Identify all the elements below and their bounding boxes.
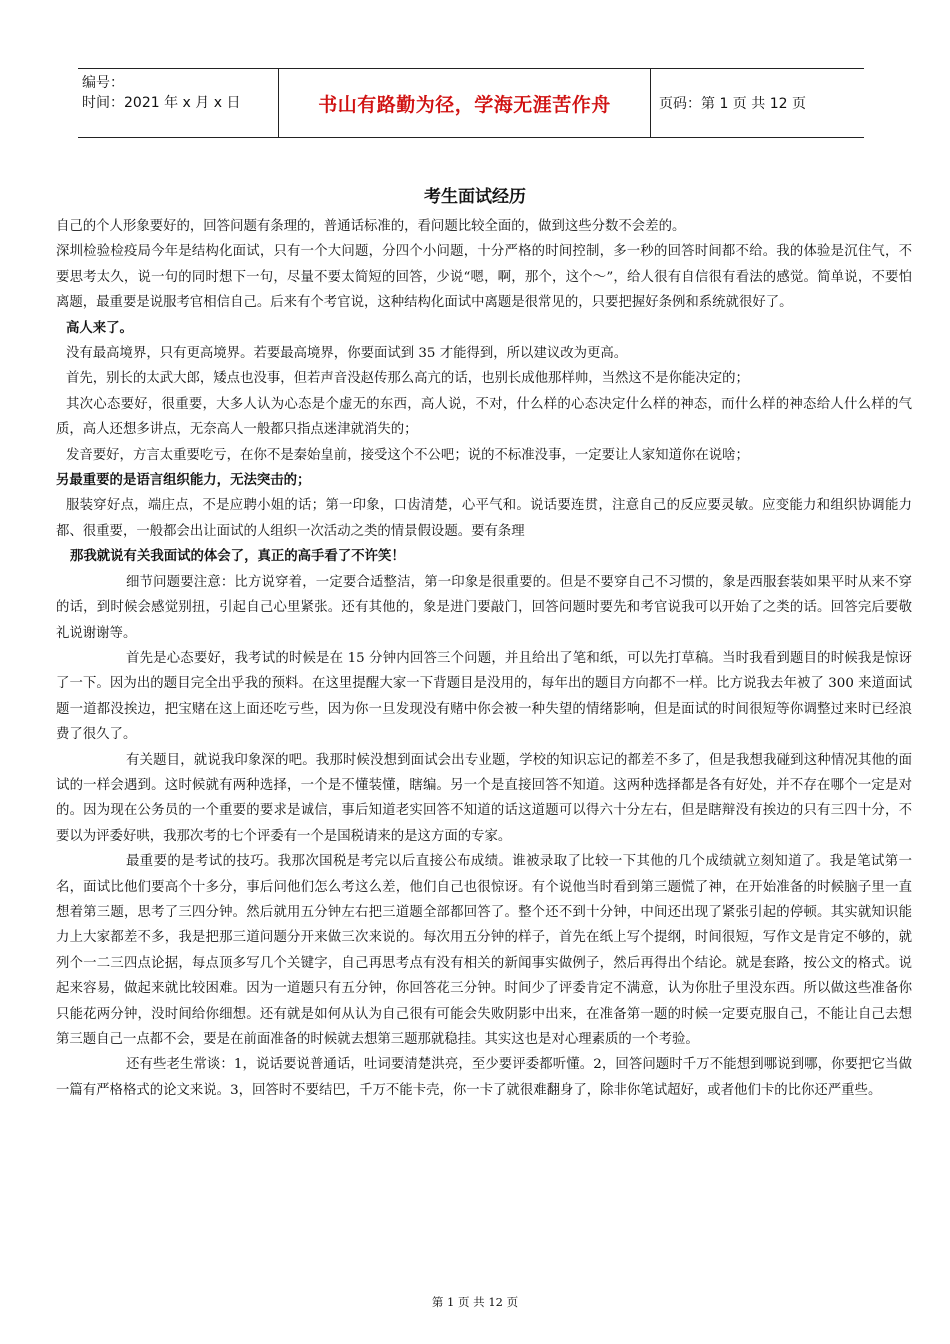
header-meta — [78, 69, 278, 137]
paragraph-questions: 有关题目，就说我印象深的吧。我那时候没想到面试会出专业题，学校的知识忘记的都差不多了，但是我想我碰到这种情况其他的面试的一样会遇到。这时候就有两种选择，一个是不懂装懂，瞎编。另一个是直接回答不知道。这两种选择都是各有好处，并不存在哪个一定是对的。因为现在公务员的一个重要的要求是诚信，事后知道老实回答不知道的话这道题可以得六十分左右，但是瞎辩没有挨边的只有三四十分，不要以为评委好哄，我那次考的七个评委有一个是国税请来的是这方面的专家。 — [56, 752, 912, 844]
paragraph-higher-level: 没有最高境界，只有更高境界。若要最高境界，你要面试到 35 才能得到，所以建议改为更高。 — [66, 346, 628, 362]
document-date-label: 时间：2021 年 x 月 x 日 — [82, 95, 241, 111]
page-footer: 第 1 页 共 12 页 — [431, 1295, 519, 1309]
paragraph-structured-interview: 深圳检验检疫局今年是结构化面试，只有一个大问题，分四个小问题，十分严格的时间控制，多一秒的回答时间都不给。我的体验是沉住气，不要思考太久，说一句的同时想下一句，尽量不要太简短的回答，少说“嗯，啊，那个，这个～”，给人很有自信很有看法的感觉。简单说，不要怕离题，最重要是说服考官相信自己。后来有个考官说，这种结构化面试中离题是很常见的，只要把握好条例和系统就很好了。 — [56, 244, 912, 311]
paragraph-mindset: 其次心态要好，很重要，大多人认为心态是个虚无的东西，高人说，不对，什么样的心态决定什么样的神态，而什么样的神态给人什么样的气质，高人还想多讲点，无奈高人一般都只指点迷津就消失的； — [56, 396, 912, 438]
paragraph-attire: 服装穿好点，端庄点，不是应聘小姐的话；第一印象，口齿清楚，心平气和。说话要连贯，注意自己的反应要灵敏。应变能力和组织协调能力都、很重要，一般都会出让面试的人组织一次活动之类的情景假设题。要有条理 — [56, 498, 912, 539]
paragraph-expert-heading: 高人来了。 — [66, 320, 133, 336]
paragraph-attitude: 首先是心态要好，我考试的时候是在 15 分钟内回答三个问题，并且给出了笔和纸，可以先打草稿。当时我看到题目的时候我是惊讶了一下。因为出的题目完全出乎我的预料。在这里提醒大家一下背题目是没用的，每年出的题目方向都不一样。比方说我去年被了 300 来道面试题一道都没挨边，把宝赌在这上面还吃亏些，因为你一旦发现没有赌中你会被一种失望的情绪影响，但是面试的时间很短等你调整过来时已经浪费了很久了。 — [56, 650, 912, 743]
page-header — [78, 68, 864, 138]
paragraph-common-advice: 还有些老生常谈：1，说话要说普通话，吐词要清楚洪亮，至少要评委都听懂。2，回答问题时千万不能想到哪说到哪，你要把它当做一篇有严格格式的论文来说。3，回答时不要结巴，千万不能卡壳，你一卡了就很难翻身了，除非你笔试超好，或者他们卡的比你还严重些。 — [56, 1057, 912, 1098]
document-body — [56, 214, 912, 1103]
document-number-label: 编号： — [82, 75, 124, 91]
paragraph-details: 细节问题要注意：比方说穿着，一定要合适整洁，第一印象是很重要的。但是不要穿自己不习惯的，象是西服套装如果平时从来不穿的话，到时候会感觉别扭，引起自己心里紧张。还有其他的，象是进门要敲门，回答问题时要先和考官说我可以开始了之类的话。回答完后要敬礼说谢谢等。 — [56, 574, 912, 641]
header-motto: 书山有路勤为径，学海无涯苦作舟 — [278, 69, 651, 137]
paragraph-pronunciation: 发音要好，方言太重要吃亏，在你不是秦始皇前，接受这个不公吧；说的不标准没事，一定要让人家知道你在说啥； — [66, 447, 749, 463]
paragraph-experience-heading: 那我就说有关我面试的体会了，真正的高手看了不许笑！ — [70, 549, 405, 565]
paragraph-appearance: 首先，别长的太武大郎，矮点也没事，但若声音没赵传那么高亢的话，也别长成他那样帅，当然这不是你能决定的； — [66, 371, 749, 387]
paragraph-technique: 最重要的是考试的技巧。我那次国税是考完以后直接公布成绩。谁被录取了比较一下其他的几个成绩就立刻知道了。我是笔试第一名，面试比他们要高个十多分，事后问他们怎么考这么差，他们自己也很惊讶。有个说他当时看到第三题慌了神，在开始准备的时候脑子里一直想着第三题，思考了三四分钟。然后就用五分钟左右把三道题全部都回答了。整个还不到十分钟，中间还出现了紧张引起的停顿。其实就知识能力上大家都差不多，我是把那三道问题分开来做三次来说的。每次用五分钟的样子，首先在纸上写个提纲，时间很短，写作文是肯定不够的，就列个一二三四点论据，每点顶多写几个关键字，自己再思考点有没有相关的新闻事实做例子，然后再得出个结论。就是套路，按公文的格式。说起来容易，做起来就比较困难。因为一道题只有五分钟，你回答花三分钟。时间少了评委肯定不满意，认为你肚子里没东西。所以做这些准备你只能花两分钟，没时间给你细想。还有就是如何从认为自己很有可能会失败阴影中出来，在准备第一题的时候一定要克服自己，不能让自己去想第三题自己一点都不会，要是在前面准备的时候就去想第三题那就稳挂。其实这也是对心理素质的一个考验。 — [56, 854, 912, 1047]
header-page-number: 页码：第 1 页 共 12 页 — [659, 96, 806, 112]
document-title: 考生面试经历 — [424, 187, 526, 207]
paragraph-language-skill: 另最重要的是语言组织能力，无法突击的； — [56, 473, 311, 489]
paragraph-intro: 自己的个人形象要好的，回答问题有条理的，普通话标准的，看问题比较全面的，做到这些分数不会差的。 — [56, 219, 686, 234]
